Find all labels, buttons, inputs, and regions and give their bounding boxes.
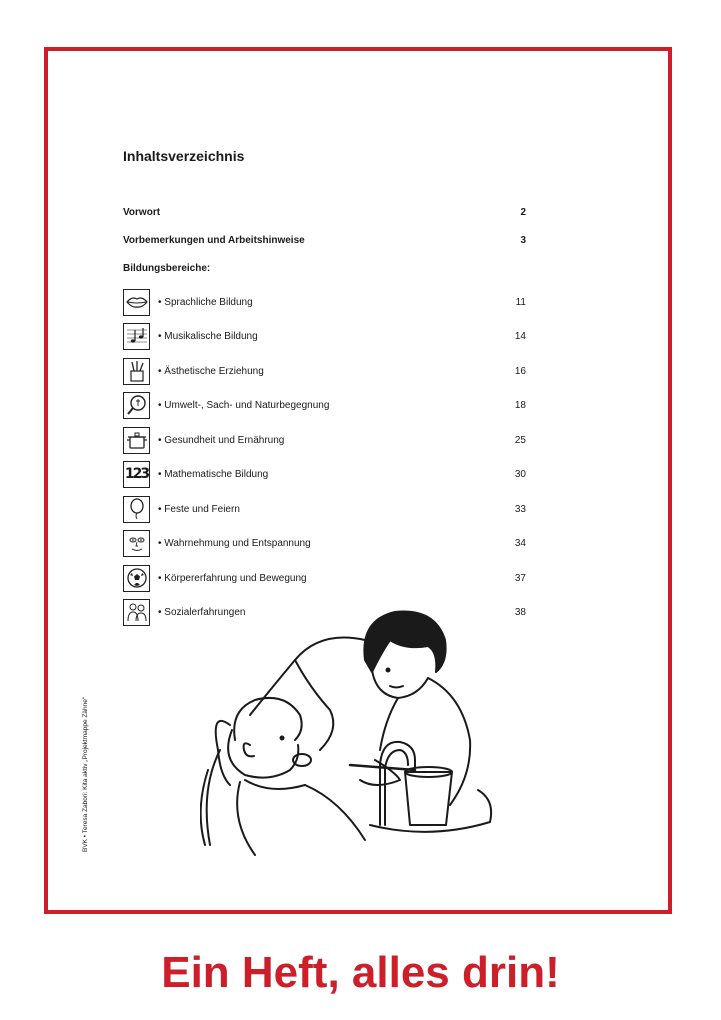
toc-row-vorbemerkungen [123,235,526,246]
dentist-illustration [200,600,500,860]
slogan: Ein Heft, alles drin! [161,948,560,997]
toc-label: Vorbemerkungen und Arbeitshinweise [123,235,305,246]
toc-row-mathematische-bildung: 123 • Mathematische Bildung 30 [123,460,526,488]
toc-row-wahrnehmung: • Wahrnehmung und Entspannung 34 [123,529,526,557]
toc-label: Vorwort [123,207,161,218]
people-icon [123,599,150,626]
toc-row-koerpererfahrung: • Körpererfahrung und Bewegung 37 [123,564,526,592]
music-notes-icon [123,323,150,350]
pot-icon [123,427,150,454]
toc-row-aesthetische-erziehung: • Ästhetische Erziehung 16 [123,357,526,385]
numbers-icon: 123 [123,461,150,488]
toc-row-gesundheit: • Gesundheit und Ernährung 25 [123,426,526,454]
toc-page: 2 [520,207,526,218]
magnifier-icon [123,392,150,419]
toc-row-vorwort [123,207,526,218]
toc-row-umwelt: • Umwelt-, Sach- und Naturbegegnung 18 [123,391,526,419]
side-credit: BVK • Teresa Zabori: Kita aktiv „Projektmappe Zähne“ [82,697,89,852]
brushes-icon [123,358,150,385]
balloon-icon [123,496,150,523]
toc-title: Inhaltsverzeichnis [123,148,245,164]
toc-page: 3 [520,235,526,246]
toc-row-sprachliche-bildung: • Sprachliche Bildung 11 [123,288,526,316]
toc-row-sozialerfahrungen: • Sozialerfahrungen 38 [123,598,526,626]
toc-row-musikalische-bildung: • Musikalische Bildung 14 [123,322,526,350]
bildungsbereiche-heading: Bildungsbereiche: [123,263,211,274]
face-icon [123,530,150,557]
mouth-icon [123,289,150,316]
football-icon [123,565,150,592]
toc-row-feste: • Feste und Feiern 33 [123,495,526,523]
